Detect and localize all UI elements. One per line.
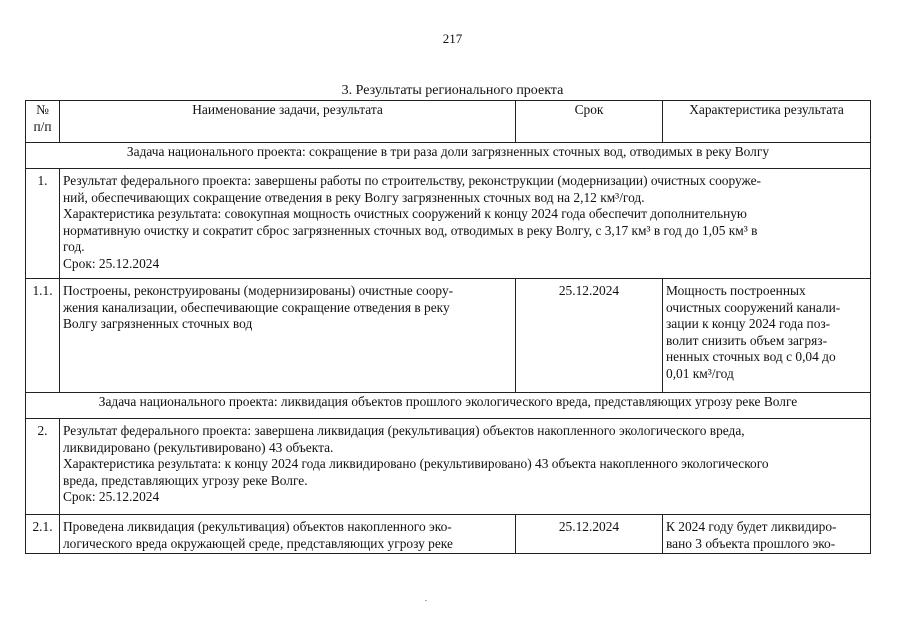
federal-result-1 bbox=[60, 169, 871, 279]
federal-result-1-line: Характеристика результата: совокупная мощность очистных сооружений к концу 2024 года обеспечит дополнительную bbox=[63, 206, 747, 221]
task-2-text: Задача национального проекта: ликвидация объектов прошлого экологического вреда, представляющих угрозу реке Волге bbox=[26, 393, 871, 419]
federal-result-1-line: Срок: 25.12.2024 bbox=[63, 255, 160, 271]
federal-result-2-line: Срок: 25.12.2024 bbox=[63, 489, 160, 504]
result-name-line: логического вреда окружающей среде, представляющих угрозу реке bbox=[63, 535, 453, 551]
result-characteristic bbox=[663, 515, 871, 554]
result-characteristic-line: вано 3 объекта прошлого эко- bbox=[666, 535, 836, 551]
row-number: 1.1. bbox=[26, 279, 60, 393]
section-title: 3. Результаты регионального проекта bbox=[341, 83, 564, 98]
result-name-line: Волгу загрязненных сточных вод bbox=[63, 316, 253, 331]
result-name-line: Построены, реконструированы (модернизированы) очистные соору- bbox=[63, 283, 454, 298]
result-name bbox=[60, 279, 516, 393]
federal-result-2-line: ликвидировано (рекультивировано) 43 объекта. bbox=[63, 439, 334, 455]
table-row bbox=[26, 169, 871, 279]
row-number: 2.1. bbox=[26, 515, 60, 554]
scan-speck bbox=[425, 600, 427, 601]
header-characteristic: Характеристика результата bbox=[663, 101, 871, 143]
result-characteristic-line: ненных сточных вод с 0,04 до bbox=[666, 349, 836, 364]
table-row bbox=[26, 515, 871, 554]
federal-result-1-line: нормативную очистку и сократит сброс загрязненных сточных вод, отводимых в реку Волгу, с 3,17 км³ в год до 1,05 км³ в bbox=[63, 222, 758, 238]
header-name: Наименование задачи, результата bbox=[60, 101, 516, 143]
federal-result-2-line: Характеристика результата: к концу 2024 года ликвидировано (рекультивировано) 43 объекта накопленного экологического bbox=[63, 456, 769, 471]
federal-result-1-line: ний, обеспечивающих сокращение отведения в реку Волгу загрязненных сточных вод на 2,12 км³/год. bbox=[63, 189, 645, 205]
result-term: 25.12.2024 bbox=[516, 515, 663, 554]
header-num-line1: № bbox=[36, 102, 49, 117]
task-1-text: Задача национального проекта: сокращение в три раза доли загрязненных сточных вод, отводимых в реку Волгу bbox=[26, 143, 871, 169]
result-characteristic-line: очистных сооружений канали- bbox=[666, 299, 841, 315]
result-characteristic-line: Мощность построенных bbox=[666, 283, 806, 298]
header-num-line2: п/п bbox=[33, 118, 52, 134]
result-characteristic-line: К 2024 году будет ликвидиро- bbox=[666, 519, 837, 534]
result-characteristic-line: волит снизить объем загряз- bbox=[666, 332, 828, 348]
result-name bbox=[60, 515, 516, 554]
task-row bbox=[26, 143, 871, 169]
table-header-row bbox=[26, 101, 871, 143]
row-number: 1. bbox=[26, 169, 60, 279]
result-characteristic-line: 0,01 км³/год bbox=[666, 365, 734, 381]
result-name-line: жения канализации, обеспечивающие сокращение отведения в реку bbox=[63, 299, 450, 315]
federal-result-1-line: год. bbox=[63, 239, 85, 254]
header-term: Срок bbox=[516, 101, 663, 143]
table-row bbox=[26, 419, 871, 515]
results-table bbox=[25, 100, 871, 554]
row-number: 2. bbox=[26, 419, 60, 515]
federal-result-2-line: вреда, представляющих угрозу реке Волге. bbox=[63, 472, 308, 488]
result-term: 25.12.2024 bbox=[516, 279, 663, 393]
page-number: 217 bbox=[442, 31, 463, 46]
result-characteristic-line: зации к концу 2024 года поз- bbox=[666, 316, 831, 331]
federal-result-2 bbox=[60, 419, 871, 515]
federal-result-1-line: Результат федерального проекта: завершены работы по строительству, реконструкции (модернизации) очистных сооруже- bbox=[63, 173, 761, 188]
federal-result-2-line: Результат федерального проекта: завершена ликвидация (рекультивация) объектов накопленного экологического вреда, bbox=[63, 423, 745, 438]
result-characteristic bbox=[663, 279, 871, 393]
task-row bbox=[26, 393, 871, 419]
header-num bbox=[26, 101, 60, 143]
result-name-line: Проведена ликвидация (рекультивация) объектов накопленного эко- bbox=[63, 519, 452, 534]
table-row bbox=[26, 279, 871, 393]
